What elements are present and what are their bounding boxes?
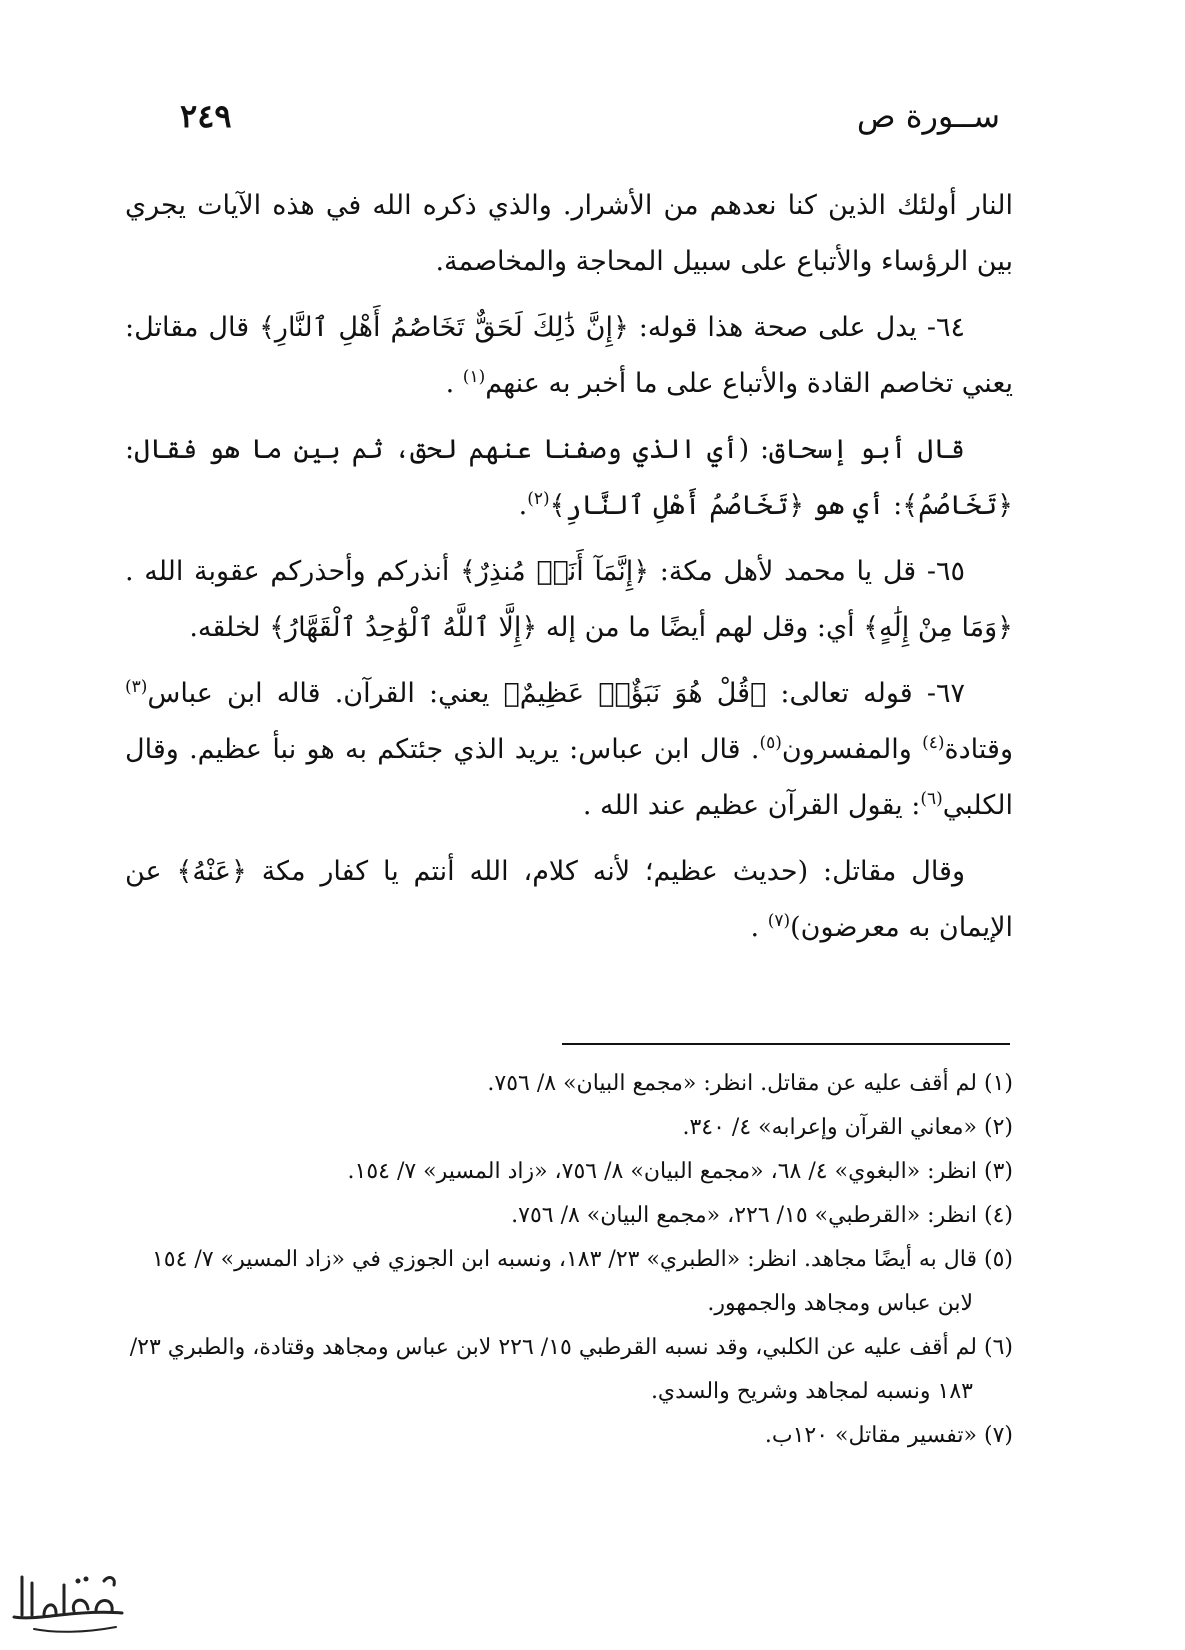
footnote-ref[interactable]: (٤) [922,733,945,753]
surah-title: ســورة ص [856,97,1000,135]
paragraph-6 [125,844,1013,956]
publisher-logo-icon [4,1555,132,1645]
paragraph-text: ٦٧- قوله تعالى: ﴿قُلْ هُوَ نَبَؤٌا۟ عَظِيمٌ﴾ يعني: القرآن. قاله ابن عباس [147,678,965,709]
paragraph-2 [125,300,1013,412]
paragraph-tail: . [750,912,768,943]
paragraph-segment: وقتادة [944,734,1013,765]
paragraph-text: ٦٥- قل يا محمد لأهل مكة: ﴿إِنَّمَآ أَنَا۠ مُنذِرٌ﴾ أنذركم وأحذركم عقوبة الله .﴿وَمَا مِنْ إِلَٰهٍ﴾ أي: وقل لهم أيضًا ما من إله ﴿إِلَّا ٱللَّهُ ٱلْوَٰحِدُ ٱلْقَهَّارُ﴾ لخلقه. [125,556,1013,643]
paragraph-tail: : يقول القرآن عظيم عند الله . [582,790,921,821]
paragraph-tail: . [445,368,463,399]
footnote-ref[interactable]: (١) [462,367,486,387]
footnote-7: (٧) «تفسير مقاتل» ١٢٠ب. [764,1423,1013,1448]
paragraph-5 [125,666,1013,834]
paragraph-text: ٦٤- يدل على صحة هذا قوله: ﴿إِنَّ ذَٰلِكَ لَحَقٌّ تَخَاصُمُ أَهْلِ ٱلنَّارِ﴾ قال مقاتل: يعني تخاصم القادة والأتباع على ما أخبر به عنهم [125,312,1013,399]
paragraph-segment: . قال ابن عباس: يريد الذي جئتكم به هو نبأ عظيم. وقال الكلبي [125,734,1013,821]
footnote-1: (١) لم أقف عليه عن مقاتل. انظر: «مجمع البيان» ٨/ ٧٥٦. [487,1071,1013,1096]
footnote-4: (٤) انظر: «القرطبي» ١٥/ ٢٢٦، «مجمع البيان» ٨/ ٧٥٦. [511,1203,1013,1228]
footnote-ref[interactable]: (٦) [920,789,943,809]
footnote-2: (٢) «معاني القرآن وإعرابه» ٤/ ٣٤٠. [682,1115,1013,1140]
page-header [180,96,1000,136]
paragraph-segment: والمفسرون [781,734,923,765]
paragraph-1 [125,178,1013,290]
footnote-ref[interactable]: (٢) [527,489,550,509]
footnote-ref[interactable]: (٥) [759,733,782,753]
footnote-5: (٥) قال به أيضًا مجاهد. انظر: «الطبري» ٢٣/ ١٨٣، ونسبه ابن الجوزي في «زاد المسير» ٧/ ١٥٤ لابن عباس ومجاهد والجمهور. [151,1247,1013,1316]
paragraph-text: وقال مقاتل: (حديث عظيم؛ لأنه كلام، الله أنتم يا كفار مكة ﴿عَنْهُ﴾ عن الإيمان به معرضون) [125,856,1013,943]
footnote-6: (٦) لم أقف عليه عن الكلبي، وقد نسبه القرطبي ١٥/ ٢٢٦ لابن عباس ومجاهد وقتادة، والطبري ٢٣/ ١٨٣ ونسبه لمجاهد وشريح والسدي. [129,1335,1013,1404]
main-text [125,178,1013,966]
footnote-divider [562,1043,1010,1045]
footnote-ref[interactable]: (٣) [125,677,148,697]
footnotes [118,1062,1013,1458]
paragraph-tail: . [518,490,528,521]
paragraph-text: قال أبو إسحاق: (أي الذي وصفنا عنهم لحق، ثم بين ما هو فقال: ﴿تَخَاصُمُ﴾: أي هو ﴿تَخَاصُمُ أَهْلِ ٱلنَّارِ﴾ [125,434,1013,521]
paragraph-text: النار أولئك الذين كنا نعدهم من الأشرار. والذي ذكره الله في هذه الآيات يجري بين الرؤساء والأتباع على سبيل المحاجة والمخاصمة. [125,190,1013,277]
paragraph-3 [125,422,1013,534]
page-number: ٢٤٩ [180,97,232,135]
footnote-3: (٣) انظر: «البغوي» ٤/ ٦٨، «مجمع البيان» ٨/ ٧٥٦، «زاد المسير» ٧/ ١٥٤. [347,1159,1013,1184]
footnote-ref[interactable]: (٧) [767,911,791,931]
paragraph-4 [125,544,1013,656]
